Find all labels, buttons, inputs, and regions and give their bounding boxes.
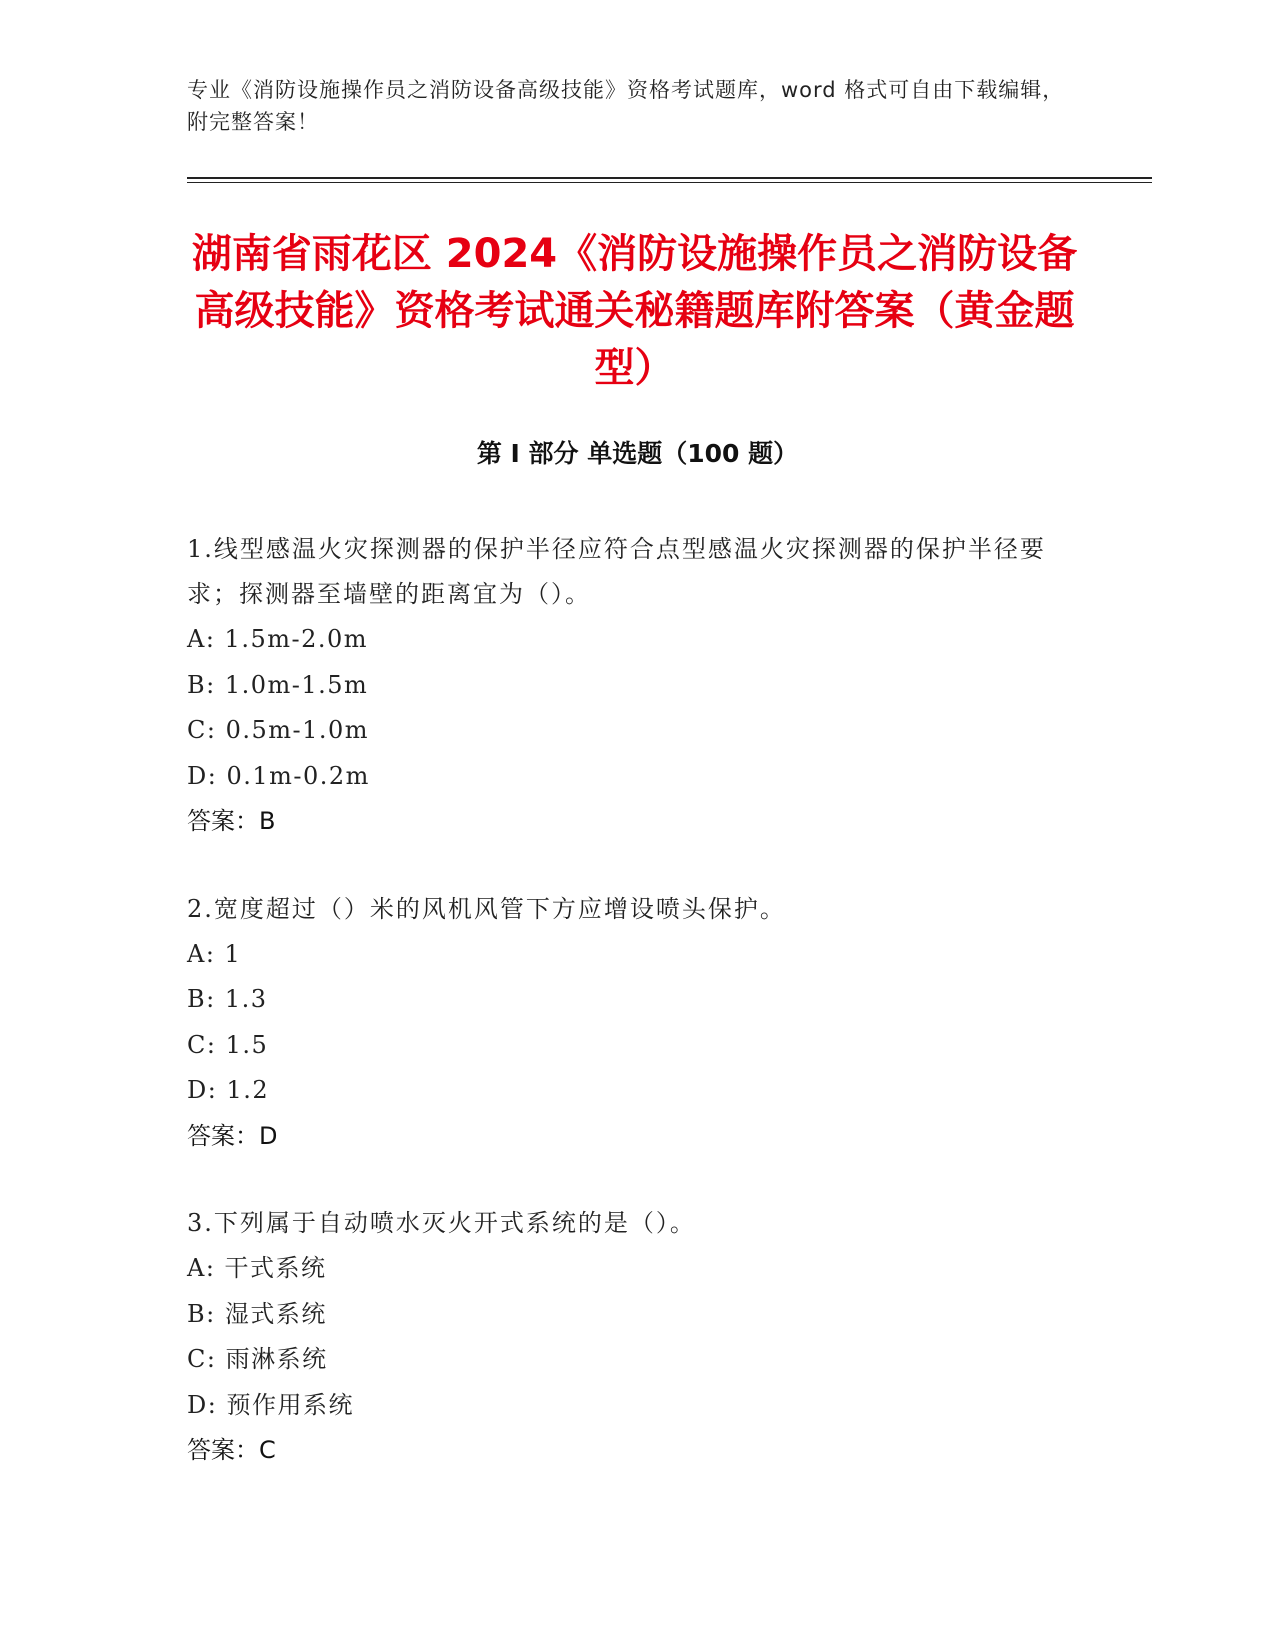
question-3: [187, 1201, 1067, 1474]
header-divider-thick: [187, 177, 1152, 179]
section-title: 第 I 部分 单选题（100 题）: [476, 439, 799, 468]
question-stem: 3.下列属于自动喷水灭火开式系统的是（）。: [187, 1209, 696, 1237]
option-d: D: 预作用系统: [187, 1390, 354, 1419]
option-d: D: 0.1m-0.2m: [187, 761, 370, 790]
document-title: 湖南省雨花区 2024《消防设施操作员之消防设备高级技能》资格考试通关秘籍题库附答案（黄金题型）: [191, 231, 1078, 391]
question-1: [187, 527, 1067, 845]
answer-line: 答案：C: [187, 1436, 276, 1464]
header-divider-thin: [187, 182, 1152, 183]
option-b: B: 湿式系统: [187, 1299, 327, 1328]
option-d: D: 1.2: [187, 1076, 270, 1104]
option-a: A: 1: [187, 939, 242, 968]
question-stem: 1.线型感温火灾探测器的保护半径应符合点型感温火灾探测器的保护半径要求；探测器至墙壁的距离宜为（）。: [187, 535, 1046, 608]
option-c: C: 0.5m-1.0m: [187, 716, 370, 744]
answer-line: 答案：B: [187, 807, 276, 835]
option-b: B: 1.0m-1.5m: [187, 670, 369, 699]
option-a: A: 1.5m-2.0m: [187, 625, 369, 653]
option-c: C: 1.5: [187, 1030, 269, 1059]
question-stem: 2.宽度超过（）米的风机风管下方应增设喷头保护。: [187, 894, 786, 923]
option-a: A: 干式系统: [187, 1254, 327, 1282]
header-note: 专业《消防设施操作员之消防设备高级技能》资格考试题库，word 格式可自由下载编辑，附完整答案！: [187, 78, 1065, 134]
option-c: C: 雨淋系统: [187, 1345, 328, 1373]
question-list: [187, 527, 1067, 1516]
answer-line: 答案：D: [187, 1121, 278, 1150]
question-2: [187, 887, 1067, 1160]
option-b: B: 1.3: [187, 985, 268, 1013]
